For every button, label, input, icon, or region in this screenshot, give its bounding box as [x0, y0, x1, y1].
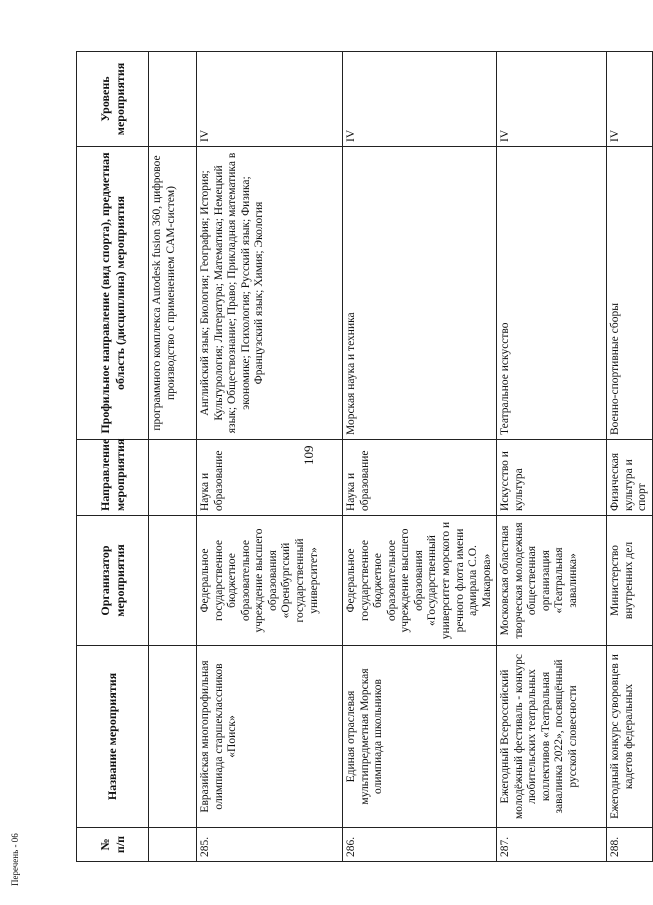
- cell-name: Единая отраслевая мультипредметная Морская олимпиада школьников: [343, 646, 497, 828]
- header-name: Название мероприятия: [77, 646, 149, 828]
- cell-level: IV: [607, 52, 653, 147]
- cell-name: Ежегодный Всероссийский молодёжный фестиваль - конкурс любительских театральных коллективов «Театральная завалинка 2022», посвящённый русской словесности: [497, 646, 607, 828]
- cell-num: 288.: [607, 828, 653, 862]
- cell-direction: [149, 440, 197, 516]
- cell-name: Ежегодный конкурс суворовцев и кадетов федеральных: [607, 646, 653, 828]
- cell-profile: Английский язык; Биология; География; История; Культурология; Литература; Математика; Немецкий язык; Обществознание; Право; Прикладная математика в экономике; Психология; Русский язык; Физика; Французский язык; Химия; Экология: [197, 147, 343, 440]
- header-profile: Профильное направление (вид спорта), предметная область (дисциплина) мероприятия: [77, 147, 149, 440]
- table-row: [197, 52, 343, 862]
- header-organizer: Организатор мероприятия: [77, 516, 149, 646]
- cell-num: 285.: [197, 828, 343, 862]
- header-num: № п/п: [77, 828, 149, 862]
- rotated-table-wrapper: [76, 52, 649, 862]
- cell-profile: программного комплекса Autodesk fusion 360, цифровое производство с применением CAM-систем): [149, 147, 197, 440]
- cell-level: IV: [497, 52, 607, 147]
- cell-num: [149, 828, 197, 862]
- cell-direction: Физическая культура и спорт: [607, 440, 653, 516]
- cell-organizer: Федеральное государственное бюджетное образовательное учреждение высшего образования «Государственный университет морского и речного флота имени адмирала С.О. Макарова»: [343, 516, 497, 646]
- cell-profile: Военно-спортивные сборы: [607, 147, 653, 440]
- cell-organizer: [149, 516, 197, 646]
- cell-level: [149, 52, 197, 147]
- table-row: [343, 52, 497, 862]
- cell-profile: Морская наука и техника: [343, 147, 497, 440]
- cell-organizer: Федеральное государственное бюджетное образовательное учреждение высшего образования «Оренбургский государственный университет»: [197, 516, 343, 646]
- cell-direction: Наука и образование: [197, 440, 343, 516]
- cell-num: 286.: [343, 828, 497, 862]
- cell-level: IV: [343, 52, 497, 147]
- header-direction: Направление мероприятия: [77, 440, 149, 516]
- table-header-row: [77, 52, 149, 862]
- cell-num: 287.: [497, 828, 607, 862]
- cell-name: Евразийская многопрофильная олимпиада старшеклассников «Поиск»: [197, 646, 343, 828]
- cell-name: [149, 646, 197, 828]
- table-row: [607, 52, 653, 862]
- cell-direction: Наука и образование: [343, 440, 497, 516]
- page-footer: Перечень - 06: [10, 833, 20, 886]
- cell-profile: Театральное искусство: [497, 147, 607, 440]
- cell-organizer: Министерство внутренних дел: [607, 516, 653, 646]
- header-level: Уровень мероприятия: [77, 52, 149, 147]
- table-row: [149, 52, 197, 862]
- cell-organizer: Московская областная творческая молодежная общественная организация «Театральная завалинка»: [497, 516, 607, 646]
- table-row: [497, 52, 607, 862]
- cell-direction: Искусство и культура: [497, 440, 607, 516]
- page-number: 109: [301, 445, 316, 465]
- cell-level: IV: [197, 52, 343, 147]
- events-table: [76, 51, 653, 862]
